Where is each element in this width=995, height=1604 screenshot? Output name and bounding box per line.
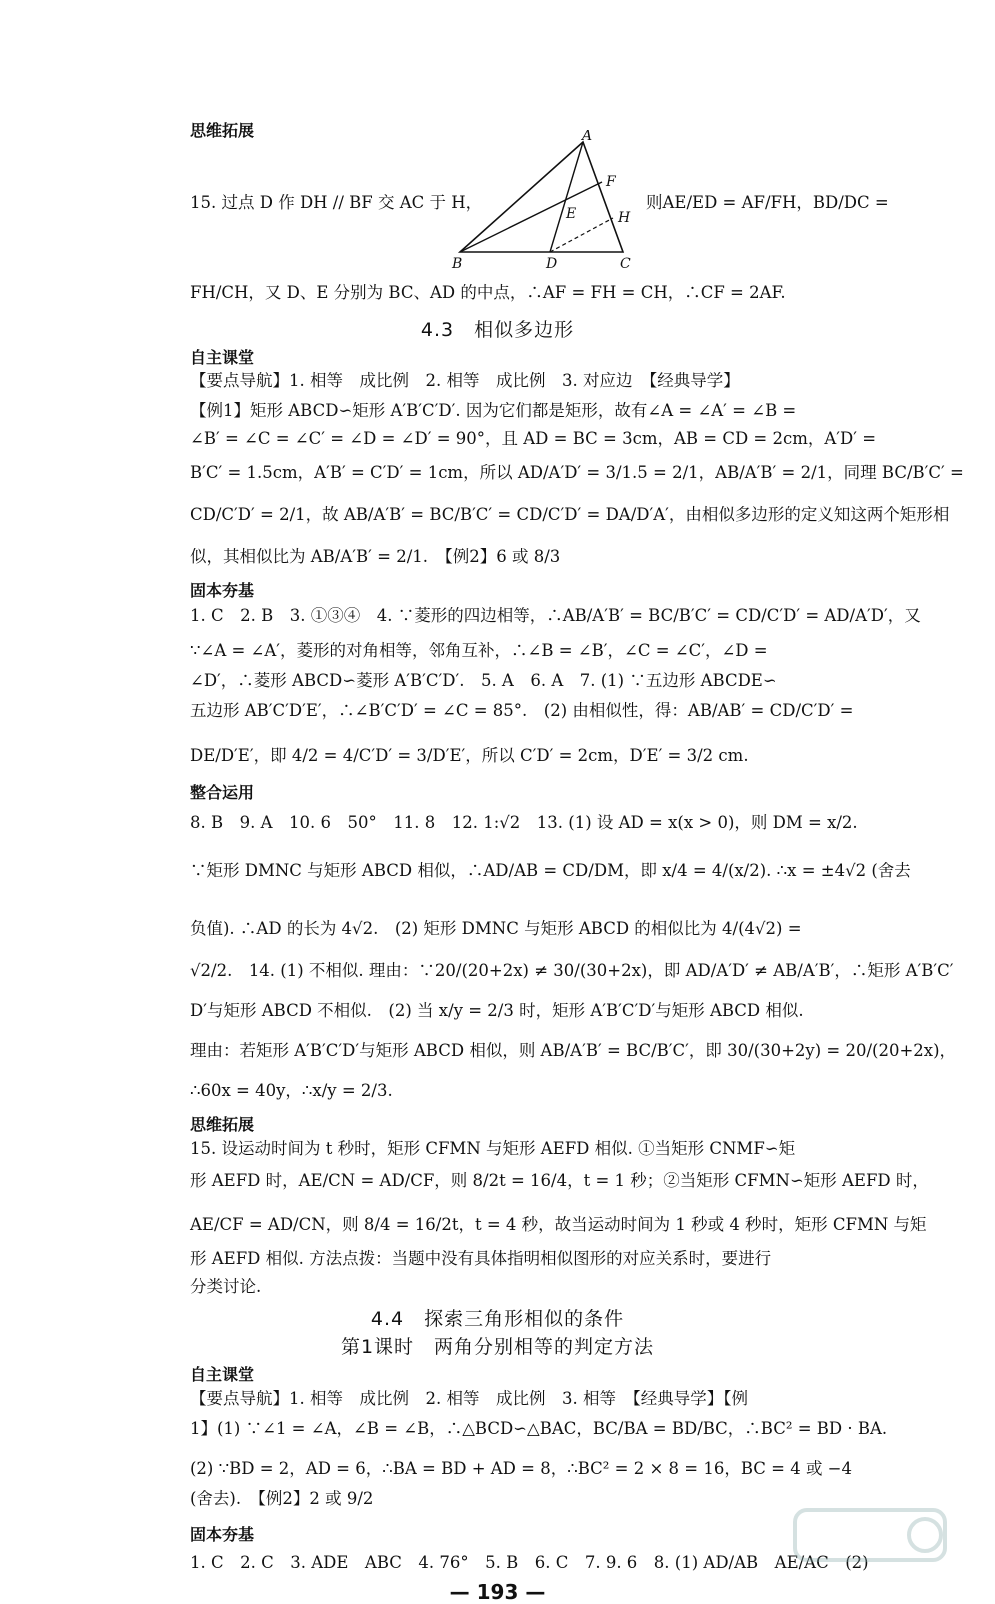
text-line: 则AE/ED = AF/FH，BD/DC = — [646, 193, 889, 212]
label-d: D — [546, 256, 558, 270]
text-line: CD/C′D′ = 2/1，故 AB/A′B′ = BC/B′C′ = CD/C′D′ = DA/D′A′，由相似多边形的定义知这两个矩形相 — [190, 505, 950, 524]
text-line: √2/2. 14. (1) 不相似. 理由：∵20/(20+2x) ≠ 30/(30+2x)，即 AD/A′D′ ≠ AB/A′B′，∴矩形 A′B′C′ — [190, 961, 954, 980]
page-number: — 193 — — [449, 1580, 546, 1604]
label-f: F — [606, 174, 616, 190]
segment-bf — [460, 182, 602, 252]
text-line: 【要点导航】1. 相等 成比例 2. 相等 成比例 3. 相等 【经典导学】【例 — [190, 1389, 748, 1408]
segment-dh-dashed — [550, 218, 613, 252]
text-line: 1. C 2. B 3. ①③④ 4. ∵菱形的四边相等，∴AB/A′B′ = BC/B′C′ = CD/C′D′ = AD/A′D′，又 — [190, 606, 921, 625]
label-c: C — [620, 256, 631, 270]
text-line: ∴60x = 40y，∴x/y = 2/3. — [190, 1081, 393, 1100]
text-line: 负值). ∴AD 的长为 4√2. (2) 矩形 DMNC 与矩形 ABCD 的相似比为 4/(4√2) = — [190, 919, 802, 938]
text-line: ∵∠A = ∠A′，菱形的对角相等，邻角互补，∴∠B = ∠B′，∠C = ∠C′，∠D = — [190, 641, 768, 660]
text-line: 分类讨论. — [190, 1277, 262, 1296]
text-line: DE/D′E′，即 4/2 = 4/C′D′ = 3/D′E′，所以 C′D′ = 2cm，D′E′ = 3/2 cm. — [190, 746, 749, 765]
triangle-abc — [460, 142, 623, 252]
text-line: 似，其相似比为 AB/A′B′ = 2/1. 【例2】6 或 8/3 — [190, 547, 561, 566]
text-line: 【例1】矩形 ABCD∽矩形 A′B′C′D′. 因为它们都是矩形，故有∠A = ∠A′ = ∠B = — [190, 401, 797, 420]
text-line: B′C′ = 1.5cm，A′B′ = C′D′ = 1cm，所以 AD/A′D′ = 3/1.5 = 2/1，AB/A′B′ = 2/1，同理 BC/B′C′ = — [190, 463, 964, 482]
text-line: 1】(1) ∵∠1 = ∠A，∠B = ∠B，∴△BCD∽△BAC，BC/BA = BD/BC，∴BC² = BD · BA. — [190, 1419, 888, 1438]
text-line: ∠B′ = ∠C = ∠C′ = ∠D = ∠D′ = 90°，且 AD = BC = 3cm，AB = CD = 2cm，A′D′ = — [190, 429, 877, 448]
heading-consolidate-2: 固本夯基 — [190, 1525, 255, 1544]
section-title-4-3: 4.3 相似多边形 — [420, 319, 575, 341]
text-line: (2) ∵BD = 2，AD = 6，∴BA = BD + AD = 8，∴BC² = 2 × 8 = 16，BC = 4 或 −4 — [190, 1459, 853, 1478]
text-line: 8. B 9. A 10. 6 50° 11. 8 12. 1:√2 13. (1) 设 AD = x(x > 0)，则 DM = x/2. — [190, 813, 858, 832]
heading-thinking-extension-2: 思维拓展 — [190, 1115, 255, 1134]
text-line: 1. C 2. C 3. ADE ABC 4. 76° 5. B 6. C 7. 9. 6 8. (1) AD/AB AE/AC (2) — [190, 1553, 869, 1572]
text-line: 五边形 AB′C′D′E′，∴∠B′C′D′ = ∠C = 85°. (2) 由相似性，得：AB/AB′ = CD/C′D′ = — [190, 701, 854, 720]
text-line: (舍去). 【例2】2 或 9/2 — [190, 1489, 374, 1508]
section-title-4-4: 4.4 探索三角形相似的条件 — [370, 1308, 625, 1330]
text-line: ∠D′，∴菱形 ABCD∽菱形 A′B′C′D′. 5. A 6. A 7. (1) ∵五边形 ABCDE∽ — [190, 671, 777, 690]
text-line: 15. 设运动时间为 t 秒时，矩形 CFMN 与矩形 AEFD 相似. ①当矩形 CNMF∽矩 — [190, 1139, 796, 1158]
text-line: 形 AEFD 相似. 方法点拨：当题中没有具体指明相似图形的对应关系时，要进行 — [190, 1249, 772, 1268]
label-b: B — [452, 256, 463, 270]
triangle-figure — [450, 130, 670, 270]
heading-integrated-use: 整合运用 — [190, 783, 255, 802]
label-a: A — [582, 130, 593, 144]
text-line: AE/CF = AD/CN，则 8/4 = 16/2t，t = 4 秒，故当运动时间为 1 秒或 4 秒时，矩形 CFMN 与矩 — [190, 1215, 927, 1234]
heading-consolidate: 固本夯基 — [190, 581, 255, 600]
text-line: 【要点导航】1. 相等 成比例 2. 相等 成比例 3. 对应边 【经典导学】 — [190, 371, 740, 390]
text-line: 理由：若矩形 A′B′C′D′与矩形 ABCD 相似，则 AB/A′B′ = BC/B′C′，即 30/(30+2y) = 20/(20+2x)， — [190, 1041, 957, 1060]
heading-thinking-extension: 思维拓展 — [190, 121, 255, 140]
text-line: D′与矩形 ABCD 不相似. (2) 当 x/y = 2/3 时，矩形 A′B′C′D′与矩形 ABCD 相似. — [190, 1001, 804, 1020]
section-subtitle-lesson-1: 第1课时 两角分别相等的判定方法 — [340, 1336, 655, 1358]
label-e: E — [566, 206, 577, 222]
text-line: 15. 过点 D 作 DH // BF 交 AC 于 H， — [190, 193, 483, 212]
segment-ad — [550, 142, 583, 252]
heading-self-study-2: 自主课堂 — [190, 1365, 255, 1384]
watermark-logo-icon — [785, 1500, 955, 1590]
label-h: H — [618, 210, 631, 226]
text-line: FH/CH，又 D、E 分别为 BC、AD 的中点，∴AF = FH = CH，∴CF = 2AF. — [190, 283, 786, 302]
text-line: 形 AEFD 时，AE/CN = AD/CF，则 8/2t = 16/4，t = 1 秒；②当矩形 CFMN∽矩形 AEFD 时， — [190, 1171, 929, 1190]
text-line: ∵矩形 DMNC 与矩形 ABCD 相似，∴AD/AB = CD/DM，即 x/4 = 4/(x/2). ∴x = ±4√2 (舍去 — [190, 861, 911, 880]
heading-self-study: 自主课堂 — [190, 348, 255, 367]
